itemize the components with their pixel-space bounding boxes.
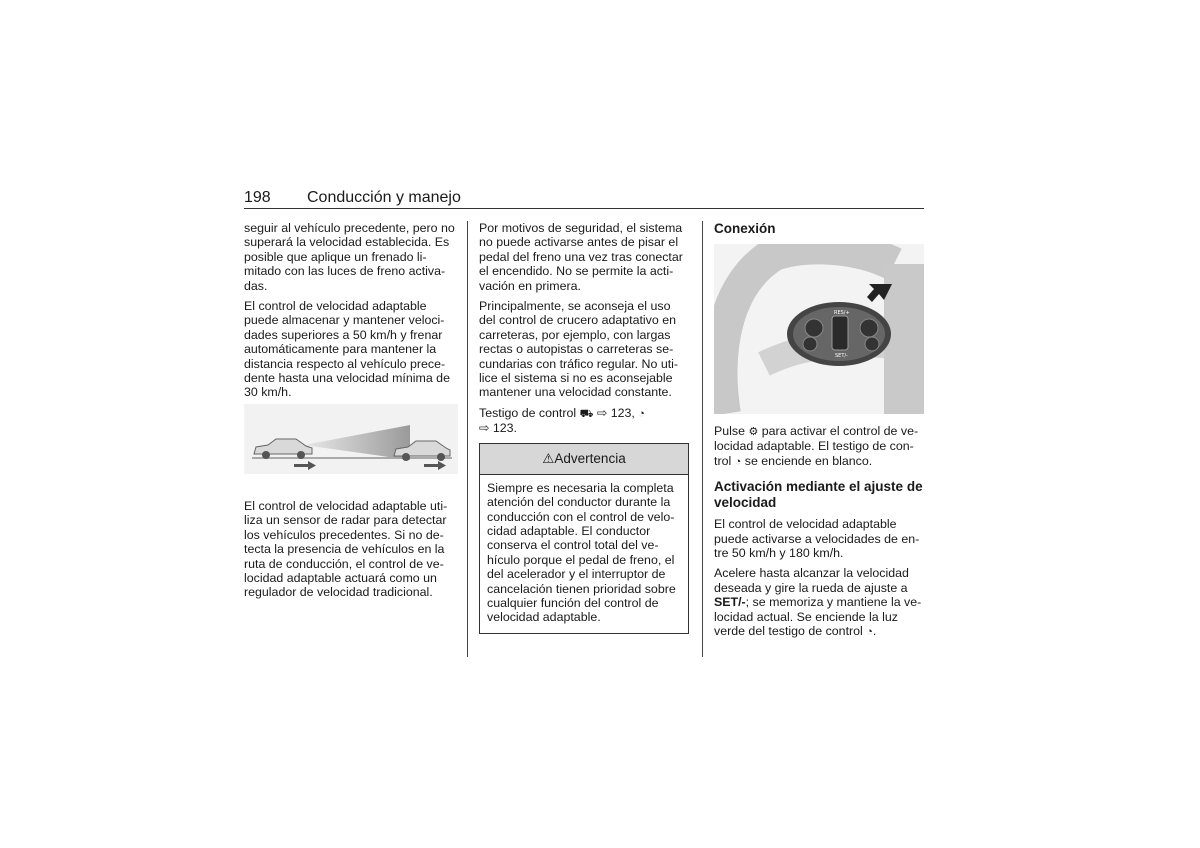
warning-header — [480, 444, 688, 475]
column-3-continued — [714, 424, 924, 645]
warning-box — [479, 443, 689, 634]
adaptive-cruise-button — [860, 319, 878, 337]
cruise-control-icon: ◔ — [638, 407, 645, 420]
paragraph: Acelere hasta alcanzar la velocidad deseada y gire la rueda de ajuste a SET/-; se memoriza y mantiene la velocidad actual. Se enciende la luz verde del testigo de control ◔. — [714, 566, 922, 639]
paragraph: Pulse ⚙ para activar el control de velocidad adaptable. El testigo de control ◔ se enciende en blanco. — [714, 424, 919, 468]
adaptive-cruise-icon: ⚙ — [748, 426, 759, 438]
paragraph: El control de velocidad adaptable utiliza un sensor de radar para detectar los vehículos precedentes. Si no detecta la presencia de vehículos en la ruta de conducción, el control de velocidad adaptable actuará como un regulador de velocidad tradicional. — [244, 499, 448, 600]
column-divider — [467, 221, 468, 657]
column-3 — [714, 221, 924, 243]
res-label: RES/+ — [834, 310, 850, 316]
page-number: 198 — [244, 189, 271, 206]
chapter-title: Conducción y manejo — [307, 189, 461, 206]
column-1 — [244, 221, 457, 406]
set-label: SET/- — [835, 353, 848, 359]
button-icon — [803, 337, 817, 351]
section-heading: Conexión — [714, 221, 776, 236]
radar-illustration — [244, 404, 458, 474]
paragraph: Principalmente, se aconseja el uso del control de crucero adaptativo en carreteras, por ejemplo, con largas rectas o autopistas o carreteras secundarias con tráfico regular. No utilice el sistema si no es aconsejable mantener una velocidad constante. — [479, 299, 679, 400]
warning-title: Advertencia — [554, 450, 626, 466]
warning-text: Siempre es necesaria la completa atención del conductor durante la conducción con el control de velocidad adaptable. El conductor conserva el control total del vehículo porque el pedal de freno, el del acelerador y el interruptor de cancelación tienen prioridad sobre cualquier función del control de velocidad adaptable. — [487, 480, 676, 625]
paragraph: El control de velocidad adaptable puede almacenar y mantener velocidades superiores a 50 km/h y frenar automáticamente para mantener la distancia respecto al vehículo precedente hasta una velocidad mínima de 30 km/h. — [244, 299, 450, 400]
section-heading: Activación mediante el ajuste de velocidad — [714, 479, 923, 511]
column-divider — [702, 221, 703, 657]
paragraph: Testigo de control ⛟ ⇨ 123, ◔ ⇨ 123. — [479, 405, 645, 436]
button-icon — [865, 337, 879, 351]
car-front-icon: ⛟ — [579, 407, 594, 420]
page-header — [244, 188, 924, 209]
warning-triangle-icon: ⚠ — [542, 450, 555, 466]
column-2 — [479, 221, 689, 634]
cross-reference-icon: ⇨ — [479, 421, 490, 436]
steering-wheel-illustration — [714, 244, 924, 414]
paragraph: Por motivos de seguridad, el sistema no puede activarse antes de pisar el pedal del freno una vez tras conectar el encendido. No se permite la activación en primera. — [479, 221, 683, 293]
button-icon — [805, 319, 823, 337]
cross-reference-icon: ⇨ — [596, 405, 608, 420]
column-1-continued — [244, 499, 457, 606]
thumbwheel — [832, 316, 848, 350]
cruise-control-icon: ◔ — [734, 455, 742, 468]
paragraph: seguir al vehículo precedente, pero no superará la velocidad establecida. Es posible que aplique un frenado limitado con las luces de freno activadas. — [244, 221, 455, 293]
cruise-control-icon: ◔ — [866, 626, 873, 639]
paragraph: El control de velocidad adaptable puede activarse a velocidades de entre 50 km/h y 180 km/h. — [714, 517, 920, 561]
